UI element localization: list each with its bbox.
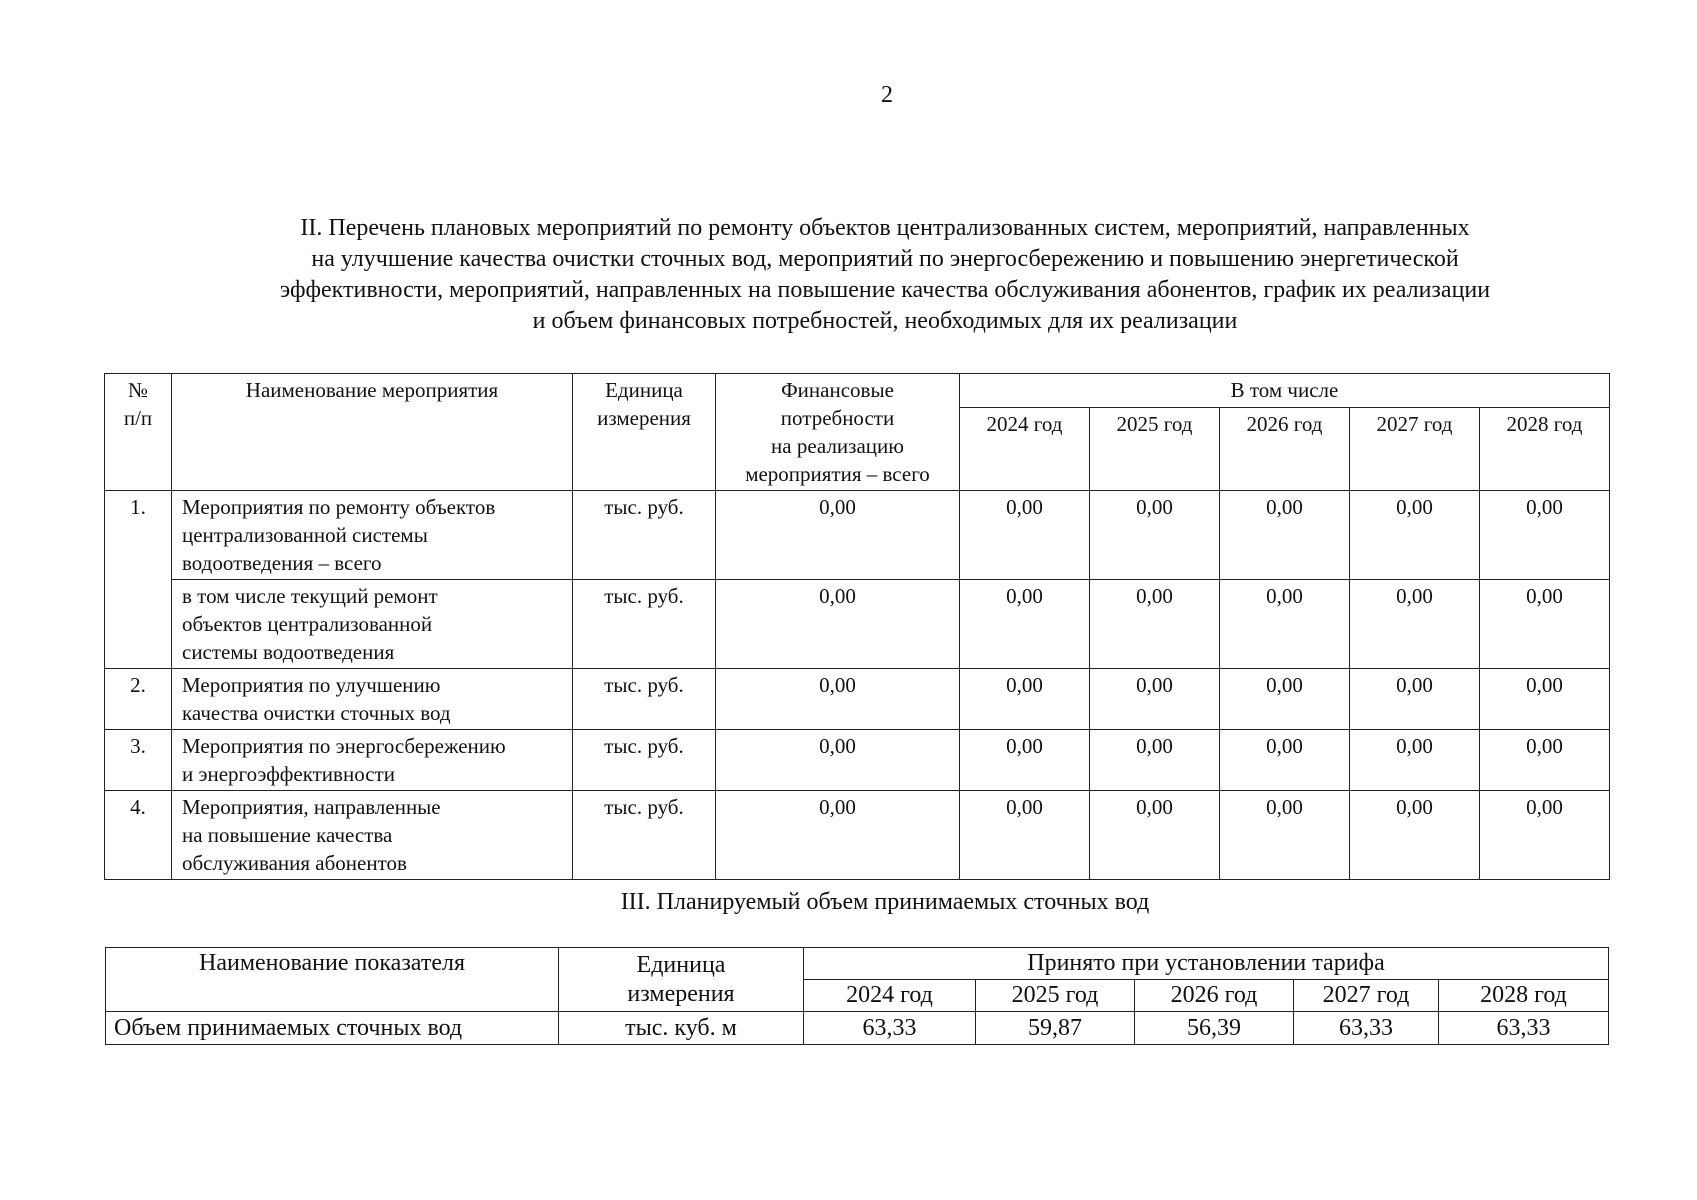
row-name-line: Мероприятия, направленные: [182, 795, 441, 819]
row-year-value: 0,00: [1090, 491, 1220, 580]
col-header-finance-line: потребности: [780, 406, 895, 430]
row-name-line: централизованной системы: [182, 523, 428, 547]
col-header-year: 2027 год: [1350, 408, 1480, 491]
col-header-num-line: п/п: [123, 406, 153, 430]
row-year-value: 0,00: [1220, 580, 1350, 669]
col-header-year: 2026 год: [1135, 980, 1294, 1012]
row-name: [172, 669, 573, 730]
table-row: [105, 491, 1610, 580]
section-2-title-line: эффективности, мероприятий, направленных на повышение качества обслуживания абонентов, график их реализации: [279, 277, 1491, 303]
indicator-value: 63,33: [1294, 1012, 1439, 1045]
row-total: 0,00: [716, 669, 960, 730]
row-name-line: водоотведения – всего: [182, 551, 382, 575]
table-row: [105, 730, 1610, 791]
section-2-title-line: и объем финансовых потребностей, необходимых для их реализации: [532, 308, 1238, 334]
row-unit: тыс. руб.: [573, 669, 716, 730]
row-year-value: 0,00: [1480, 491, 1610, 580]
activities-table: [104, 373, 1610, 880]
table-row: [105, 580, 1610, 669]
row-name: [172, 791, 573, 880]
row-unit: тыс. руб.: [573, 491, 716, 580]
col-header-unit: [559, 948, 804, 1012]
row-name-line: качества очистки сточных вод: [182, 701, 451, 725]
row-total: 0,00: [716, 580, 960, 669]
row-year-value: 0,00: [1090, 669, 1220, 730]
indicator-unit: тыс. куб. м: [559, 1012, 804, 1045]
row-year-value: 0,00: [1350, 580, 1480, 669]
row-name-line: в том числе текущий ремонт: [182, 584, 438, 608]
col-header-year: 2024 год: [804, 980, 976, 1012]
row-name-line: обслуживания абонентов: [182, 851, 407, 875]
indicator-name: Объем принимаемых сточных вод: [106, 1012, 559, 1045]
row-year-value: 0,00: [1480, 791, 1610, 880]
row-unit: тыс. руб.: [573, 730, 716, 791]
col-header-year: 2028 год: [1439, 980, 1609, 1012]
row-year-value: 0,00: [1480, 669, 1610, 730]
col-header-finance-line: Финансовые: [781, 378, 894, 402]
col-header-year: 2028 год: [1480, 408, 1610, 491]
col-header-year: 2024 год: [960, 408, 1090, 491]
row-unit: тыс. руб.: [573, 791, 716, 880]
col-header-finance: [716, 374, 960, 491]
row-name-line: и энергоэффективности: [182, 762, 395, 786]
row-total: 0,00: [716, 730, 960, 791]
row-year-value: 0,00: [1090, 580, 1220, 669]
row-total: 0,00: [716, 791, 960, 880]
col-header-indicator: Наименование показателя: [106, 948, 559, 1012]
row-year-value: 0,00: [960, 791, 1090, 880]
col-header-unit-line: измерения: [597, 406, 691, 430]
indicator-value: 63,33: [1439, 1012, 1609, 1045]
section-3-title: III. Планируемый объем принимаемых сточных вод: [620, 889, 1150, 915]
row-num: 3.: [105, 730, 172, 791]
row-num: 1.: [105, 491, 172, 669]
col-header-unit-line: измерения: [627, 980, 735, 1007]
table-row: [105, 669, 1610, 730]
row-year-value: 0,00: [1220, 730, 1350, 791]
wastewater-volume-table: [105, 947, 1609, 1045]
row-name-line: на повышение качества: [182, 823, 393, 847]
row-year-value: 0,00: [1350, 491, 1480, 580]
row-name: [172, 580, 573, 669]
row-year-value: 0,00: [960, 669, 1090, 730]
row-year-value: 0,00: [1350, 730, 1480, 791]
col-header-year: 2025 год: [976, 980, 1135, 1012]
row-name: [172, 491, 573, 580]
section-2-title: [110, 213, 1660, 337]
row-year-value: 0,00: [1090, 730, 1220, 791]
section-2-title-line: II. Перечень плановых мероприятий по ремонту объектов централизованных систем, мероприятий, направленных: [300, 215, 1470, 241]
col-header-name: Наименование мероприятия: [172, 374, 573, 491]
row-name-line: объектов централизованной: [182, 612, 433, 636]
col-header-finance-line: на реализацию: [771, 434, 904, 458]
row-year-value: 0,00: [1090, 791, 1220, 880]
col-header-adopted: Принято при установлении тарифа: [804, 948, 1609, 980]
col-header-finance-line: мероприятия – всего: [745, 462, 930, 486]
row-total: 0,00: [716, 491, 960, 580]
col-header-year: 2027 год: [1294, 980, 1439, 1012]
row-year-value: 0,00: [1220, 491, 1350, 580]
row-year-value: 0,00: [960, 730, 1090, 791]
row-name-line: Мероприятия по ремонту объектов: [182, 495, 496, 519]
row-name-line: Мероприятия по энергосбережению: [182, 734, 506, 758]
row-year-value: 0,00: [1480, 580, 1610, 669]
row-year-value: 0,00: [960, 580, 1090, 669]
row-year-value: 0,00: [1220, 791, 1350, 880]
indicator-value: 59,87: [976, 1012, 1135, 1045]
row-year-value: 0,00: [1350, 791, 1480, 880]
row-unit: тыс. руб.: [573, 580, 716, 669]
table-row: [106, 1012, 1609, 1045]
col-header-unit-line: Единица: [605, 378, 683, 402]
row-name-line: системы водоотведения: [182, 640, 395, 664]
indicator-value: 56,39: [1135, 1012, 1294, 1045]
row-num: 4.: [105, 791, 172, 880]
table-row: [105, 791, 1610, 880]
col-header-including: В том числе: [960, 374, 1610, 408]
row-num: 2.: [105, 669, 172, 730]
row-year-value: 0,00: [1350, 669, 1480, 730]
col-header-unit-line: Единица: [636, 951, 726, 978]
page-number: 2: [881, 82, 893, 108]
indicator-value: 63,33: [804, 1012, 976, 1045]
section-2-title-line: на улучшение качества очистки сточных вод, мероприятий по энергосбережению и повышению энергетической: [311, 246, 1459, 272]
col-header-year: 2025 год: [1090, 408, 1220, 491]
col-header-num-line: №: [127, 378, 149, 402]
row-year-value: 0,00: [1220, 669, 1350, 730]
row-year-value: 0,00: [1480, 730, 1610, 791]
col-header-year: 2026 год: [1220, 408, 1350, 491]
row-name: [172, 730, 573, 791]
row-name-line: Мероприятия по улучшению: [182, 673, 441, 697]
row-year-value: 0,00: [960, 491, 1090, 580]
col-header-unit: [573, 374, 716, 491]
col-header-num: [105, 374, 172, 491]
